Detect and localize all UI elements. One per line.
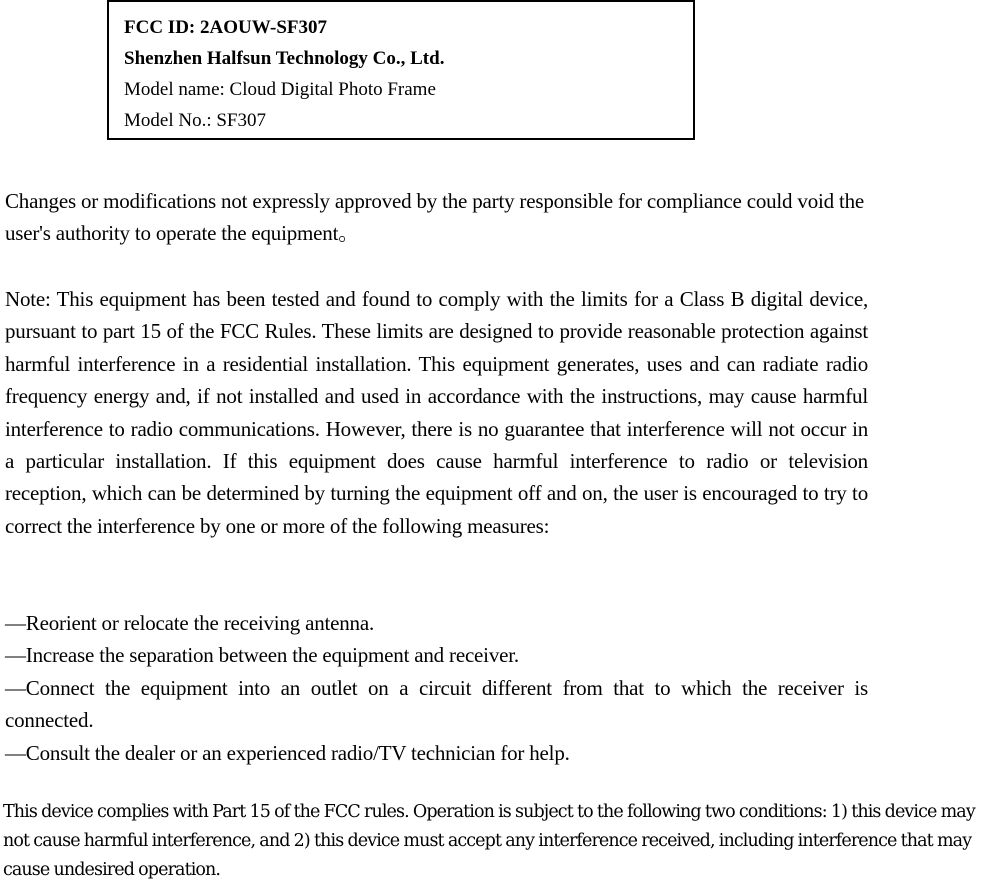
fcc-id: FCC ID: 2AOUW-SF307 <box>124 17 328 38</box>
model-number: Model No.: SF307 <box>124 110 266 131</box>
model-name: Model name: Cloud Digital Photo Frame <box>124 79 436 100</box>
compliance-statement: This device complies with Part 15 of the FCC rules. Operation is subject to the following two conditions: 1) this device may not cause harmful interference, and 2) this device must accept any interference received, including interference that may cause undesired operation. <box>3 802 975 880</box>
fcc-note-paragraph: Note: This equipment has been tested and found to comply with the limits for a Class B digital device, pursuant to part 15 of the FCC Rules. These limits are designed to provide reasonable protection against harmful interference in a residential installation. This equipment generates, uses and can radiate radio frequency energy and, if not installed and used in accordance with the instructions, may cause harmful interference to radio communications. However, there is no guarantee that interference will not occur in a particular installation. If this equipment does cause harmful interference to radio or television reception, which can be determined by turning the equipment off and on, the user is encouraged to try to correct the interference by one or more of the following measures: <box>5 287 868 538</box>
measure-item: —Reorient or relocate the receiving antenna. <box>5 611 375 635</box>
measure-item: —Connect the equipment into an outlet on a circuit different from that to which the receiver is connected. <box>5 675 868 733</box>
measure-item: —Increase the separation between the equipment and receiver. <box>5 643 519 668</box>
measures-list <box>5 607 868 769</box>
company-name: Shenzhen Halfsun Technology Co., Ltd. <box>124 48 445 69</box>
measure-item: —Consult the dealer or an experienced radio/TV technician for help. <box>5 740 570 765</box>
fcc-label-box <box>107 0 695 140</box>
changes-warning-paragraph: Changes or modifications not expressly approved by the party responsible for compliance could void the user's authority to operate the equipment。 <box>5 189 865 246</box>
